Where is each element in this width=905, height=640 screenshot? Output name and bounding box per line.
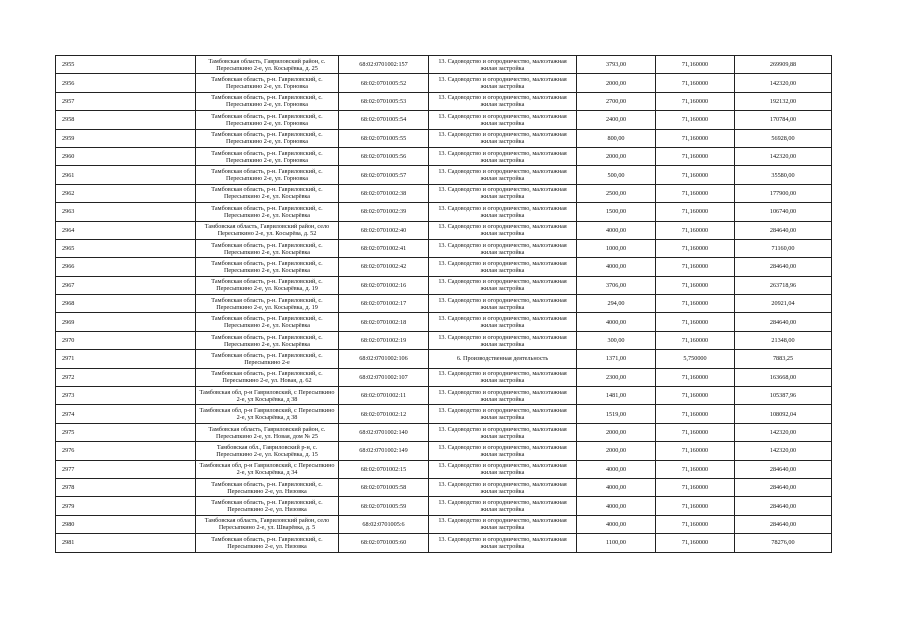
land-use-cell: 13. Садоводство и огородничество, малоэтажная жилая застройка bbox=[429, 478, 577, 496]
area-cell: 2000,00 bbox=[577, 74, 656, 92]
land-use-cell: 13. Садоводство и огородничество, малоэтажная жилая застройка bbox=[429, 129, 577, 147]
value-cell: 106740,00 bbox=[735, 203, 832, 221]
address-cell: Тамбовская область, р-н. Гавриловский, с. Пересыпкино 2-е, ул. Косырёвка bbox=[196, 331, 339, 349]
value-cell: 142320,00 bbox=[735, 74, 832, 92]
rate-cell: 71,160000 bbox=[656, 423, 735, 441]
address-cell: Тамбовская область, р-н. Гавриловский, с. Пересыпкино 2-е, ул. Низовка bbox=[196, 478, 339, 496]
cadastral-number-cell: 68:02:0701002:17 bbox=[339, 295, 429, 313]
value-cell: 20921,04 bbox=[735, 295, 832, 313]
rate-cell: 71,160000 bbox=[656, 387, 735, 405]
land-plots-table bbox=[55, 55, 832, 553]
land-use-cell: 13. Садоводство и огородничество, малоэтажная жилая застройка bbox=[429, 74, 577, 92]
land-use-cell: 13. Садоводство и огородничество, малоэтажная жилая застройка bbox=[429, 239, 577, 257]
value-cell: 56928,00 bbox=[735, 129, 832, 147]
table-row bbox=[56, 497, 832, 515]
table-row bbox=[56, 313, 832, 331]
rate-cell: 71,160000 bbox=[656, 313, 735, 331]
area-cell: 4000,00 bbox=[577, 221, 656, 239]
address-cell: Тамбовская область, р-н. Гавриловский, с. Пересыпкино 2-е, ул. Горновка bbox=[196, 111, 339, 129]
land-use-cell: 13. Садоводство и огородничество, малоэтажная жилая застройка bbox=[429, 331, 577, 349]
rate-cell: 71,160000 bbox=[656, 147, 735, 165]
area-cell: 2400,00 bbox=[577, 111, 656, 129]
table-row bbox=[56, 111, 832, 129]
area-cell: 1481,00 bbox=[577, 387, 656, 405]
row-number: 2966 bbox=[56, 258, 196, 276]
value-cell: 35580,00 bbox=[735, 166, 832, 184]
table-row bbox=[56, 239, 832, 257]
area-cell: 1100,00 bbox=[577, 534, 656, 552]
table-row bbox=[56, 74, 832, 92]
address-cell: Тамбовская область, р-н. Гавриловский, с. Пересыпкино 2-е, ул. Низовка bbox=[196, 497, 339, 515]
value-cell: 284640,00 bbox=[735, 478, 832, 496]
row-number: 2977 bbox=[56, 460, 196, 478]
rate-cell: 71,160000 bbox=[656, 442, 735, 460]
table-row bbox=[56, 276, 832, 294]
cadastral-number-cell: 68:02:0701005:6 bbox=[339, 515, 429, 533]
row-number: 2967 bbox=[56, 276, 196, 294]
cadastral-number-cell: 68:02:0701002:40 bbox=[339, 221, 429, 239]
address-cell: Тамбовская область, р-н. Гавриловский, с. Пересыпкино 2-е, ул. Новая, д. 62 bbox=[196, 368, 339, 386]
rate-cell: 71,160000 bbox=[656, 534, 735, 552]
area-cell: 2700,00 bbox=[577, 92, 656, 110]
cadastral-number-cell: 68:02:0701005:57 bbox=[339, 166, 429, 184]
land-use-cell: 13. Садоводство и огородничество, малоэтажная жилая застройка bbox=[429, 387, 577, 405]
rate-cell: 71,160000 bbox=[656, 405, 735, 423]
cadastral-number-cell: 68:02:0701002:39 bbox=[339, 203, 429, 221]
address-cell: Тамбовская обл., Гавриловский р-н, с. Пересыпкино 2-е, ул. Косырёвка, д. 15 bbox=[196, 442, 339, 460]
land-use-cell: 13. Садоводство и огородничество, малоэтажная жилая застройка bbox=[429, 92, 577, 110]
table-row bbox=[56, 387, 832, 405]
land-use-cell: 13. Садоводство и огородничество, малоэтажная жилая застройка bbox=[429, 313, 577, 331]
cadastral-number-cell: 68:02:0701005:55 bbox=[339, 129, 429, 147]
land-use-cell: 13. Садоводство и огородничество, малоэтажная жилая застройка bbox=[429, 423, 577, 441]
table-row bbox=[56, 258, 832, 276]
cadastral-number-cell: 68:02:0701002:149 bbox=[339, 442, 429, 460]
value-cell: 71160,00 bbox=[735, 239, 832, 257]
cadastral-number-cell: 68:02:0701002:106 bbox=[339, 350, 429, 368]
address-cell: Тамбовская область, р-н. Гавриловский, с. Пересыпкино 2-е, ул. Косырёвка bbox=[196, 258, 339, 276]
address-cell: Тамбовская область, р-н. Гавриловский, с. Пересыпкино 2-е, ул. Косырёвка bbox=[196, 184, 339, 202]
address-cell: Тамбовская обл, р-н Гавриловский, с Пересыпкино 2-е, ул Косырёвка, д 38 bbox=[196, 387, 339, 405]
address-cell: Тамбовская область, р-н. Гавриловский, с. Пересыпкино 2-е, ул. Горновка bbox=[196, 92, 339, 110]
row-number: 2981 bbox=[56, 534, 196, 552]
cadastral-number-cell: 68:02:0701002:12 bbox=[339, 405, 429, 423]
cadastral-number-cell: 68:02:0701005:56 bbox=[339, 147, 429, 165]
rate-cell: 71,160000 bbox=[656, 295, 735, 313]
cadastral-number-cell: 68:02:0701005:60 bbox=[339, 534, 429, 552]
land-use-cell: 13. Садоводство и огородничество, малоэтажная жилая застройка bbox=[429, 276, 577, 294]
address-cell: Тамбовская область, р-н. Гавриловский, с. Пересыпкино 2-е, ул. Косырёвка bbox=[196, 239, 339, 257]
area-cell: 4000,00 bbox=[577, 478, 656, 496]
land-use-cell: 13. Садоводство и огородничество, малоэтажная жилая застройка bbox=[429, 221, 577, 239]
table-row bbox=[56, 56, 832, 74]
table-row bbox=[56, 534, 832, 552]
table-row bbox=[56, 331, 832, 349]
rate-cell: 71,160000 bbox=[656, 184, 735, 202]
land-use-cell: 13. Садоводство и огородничество, малоэтажная жилая застройка bbox=[429, 166, 577, 184]
table-row bbox=[56, 166, 832, 184]
rate-cell: 71,160000 bbox=[656, 111, 735, 129]
row-number: 2978 bbox=[56, 478, 196, 496]
area-cell: 4000,00 bbox=[577, 497, 656, 515]
row-number: 2969 bbox=[56, 313, 196, 331]
land-use-cell: 13. Садоводство и огородничество, малоэтажная жилая застройка bbox=[429, 147, 577, 165]
value-cell: 263718,96 bbox=[735, 276, 832, 294]
land-use-cell: 13. Садоводство и огородничество, малоэтажная жилая застройка bbox=[429, 442, 577, 460]
row-number: 2962 bbox=[56, 184, 196, 202]
land-use-cell: 13. Садоводство и огородничество, малоэтажная жилая застройка bbox=[429, 534, 577, 552]
table-row bbox=[56, 129, 832, 147]
land-use-cell: 6. Производственная деятельность bbox=[429, 350, 577, 368]
cadastral-number-cell: 68:02:0701005:58 bbox=[339, 478, 429, 496]
row-number: 2961 bbox=[56, 166, 196, 184]
table-row bbox=[56, 221, 832, 239]
address-cell: Тамбовская обл, р-н Гавриловский, с Пересыпкино 2-е, ул Косырёвка, д 38 bbox=[196, 405, 339, 423]
rate-cell: 71,160000 bbox=[656, 129, 735, 147]
value-cell: 284640,00 bbox=[735, 497, 832, 515]
cadastral-number-cell: 68:02:0701002:16 bbox=[339, 276, 429, 294]
rate-cell: 71,160000 bbox=[656, 74, 735, 92]
row-number: 2980 bbox=[56, 515, 196, 533]
table-row bbox=[56, 442, 832, 460]
row-number: 2955 bbox=[56, 56, 196, 74]
area-cell: 1500,00 bbox=[577, 203, 656, 221]
rate-cell: 71,160000 bbox=[656, 166, 735, 184]
area-cell: 4000,00 bbox=[577, 258, 656, 276]
area-cell: 2000,00 bbox=[577, 423, 656, 441]
cadastral-number-cell: 68:02:0701002:140 bbox=[339, 423, 429, 441]
cadastral-number-cell: 68:02:0701002:38 bbox=[339, 184, 429, 202]
cadastral-number-cell: 68:02:0701002:15 bbox=[339, 460, 429, 478]
cadastral-number-cell: 68:02:0701005:52 bbox=[339, 74, 429, 92]
row-number: 2968 bbox=[56, 295, 196, 313]
cadastral-number-cell: 68:02:0701002:41 bbox=[339, 239, 429, 257]
row-number: 2972 bbox=[56, 368, 196, 386]
row-number: 2975 bbox=[56, 423, 196, 441]
cadastral-number-cell: 68:02:0701005:53 bbox=[339, 92, 429, 110]
land-use-cell: 13. Садоводство и огородничество, малоэтажная жилая застройка bbox=[429, 497, 577, 515]
table-body bbox=[56, 56, 832, 553]
address-cell: Тамбовская область, р-н. Гавриловский, с. Пересыпкино 2-е, ул. Косырёвка bbox=[196, 313, 339, 331]
cadastral-number-cell: 68:02:0701002:18 bbox=[339, 313, 429, 331]
table-row bbox=[56, 350, 832, 368]
value-cell: 105387,96 bbox=[735, 387, 832, 405]
rate-cell: 71,160000 bbox=[656, 258, 735, 276]
address-cell: Тамбовская область, р-н. Гавриловский, с. Пересыпкино 2-е, ул. Косырёвка bbox=[196, 203, 339, 221]
address-cell: Тамбовская область, р-н. Гавриловский, с. Пересыпкино 2-е, ул. Низовка bbox=[196, 534, 339, 552]
cadastral-number-cell: 68:02:0701002:11 bbox=[339, 387, 429, 405]
row-number: 2964 bbox=[56, 221, 196, 239]
value-cell: 284640,00 bbox=[735, 460, 832, 478]
cadastral-number-cell: 68:02:0701005:54 bbox=[339, 111, 429, 129]
row-number: 2971 bbox=[56, 350, 196, 368]
cadastral-number-cell: 68:02:0701002:107 bbox=[339, 368, 429, 386]
address-cell: Тамбовская область, р-н. Гавриловский, с. Пересыпкино 2-е, ул. Горновка bbox=[196, 166, 339, 184]
value-cell: 142320,00 bbox=[735, 423, 832, 441]
address-cell: Тамбовская область, р-н. Гавриловский, с. Пересыпкино 2-е, ул. Горновка bbox=[196, 74, 339, 92]
address-cell: Тамбовская область, р-н. Гавриловский, с. Пересыпкино 2-е, ул. Горновка bbox=[196, 147, 339, 165]
rate-cell: 71,160000 bbox=[656, 239, 735, 257]
row-number: 2970 bbox=[56, 331, 196, 349]
row-number: 2957 bbox=[56, 92, 196, 110]
area-cell: 800,00 bbox=[577, 129, 656, 147]
area-cell: 4000,00 bbox=[577, 515, 656, 533]
table-row bbox=[56, 405, 832, 423]
address-cell: Тамбовская область, р-н. Гавриловский, с. Пересыпкино 2-е, ул. Косырёвка, д. 19 bbox=[196, 276, 339, 294]
value-cell: 284640,00 bbox=[735, 258, 832, 276]
area-cell: 4000,00 bbox=[577, 313, 656, 331]
land-use-cell: 13. Садоводство и огородничество, малоэтажная жилая застройка bbox=[429, 295, 577, 313]
area-cell: 500,00 bbox=[577, 166, 656, 184]
land-use-cell: 13. Садоводство и огородничество, малоэтажная жилая застройка bbox=[429, 515, 577, 533]
area-cell: 2000,00 bbox=[577, 147, 656, 165]
value-cell: 284640,00 bbox=[735, 313, 832, 331]
row-number: 2958 bbox=[56, 111, 196, 129]
area-cell: 1519,00 bbox=[577, 405, 656, 423]
row-number: 2976 bbox=[56, 442, 196, 460]
value-cell: 7883,25 bbox=[735, 350, 832, 368]
address-cell: Тамбовская область, р-н. Гавриловский, с. Пересыпкино 2-е bbox=[196, 350, 339, 368]
address-cell: Тамбовская область, Гавриловский район, с. Пересыпкино 2-е, ул. Новая, дом № 25 bbox=[196, 423, 339, 441]
value-cell: 284640,00 bbox=[735, 221, 832, 239]
land-use-cell: 13. Садоводство и огородничество, малоэтажная жилая застройка bbox=[429, 203, 577, 221]
land-use-cell: 13. Садоводство и огородничество, малоэтажная жилая застройка bbox=[429, 111, 577, 129]
area-cell: 1371,00 bbox=[577, 350, 656, 368]
cadastral-number-cell: 68:02:0701002:19 bbox=[339, 331, 429, 349]
rate-cell: 71,160000 bbox=[656, 497, 735, 515]
value-cell: 269909,88 bbox=[735, 56, 832, 74]
table-row bbox=[56, 184, 832, 202]
rate-cell: 71,160000 bbox=[656, 368, 735, 386]
address-cell: Тамбовская обл, р-н Гавриловский, с Пересыпкино 2-е, ул Косырёвка, д 34 bbox=[196, 460, 339, 478]
value-cell: 21348,00 bbox=[735, 331, 832, 349]
cadastral-number-cell: 68:02:0701005:59 bbox=[339, 497, 429, 515]
land-use-cell: 13. Садоводство и огородничество, малоэтажная жилая застройка bbox=[429, 460, 577, 478]
area-cell: 2000,00 bbox=[577, 442, 656, 460]
area-cell: 3793,00 bbox=[577, 56, 656, 74]
value-cell: 142320,00 bbox=[735, 147, 832, 165]
address-cell: Тамбовская область, р-н. Гавриловский, с. Пересыпкино 2-е, ул. Горновка bbox=[196, 129, 339, 147]
rate-cell: 71,160000 bbox=[656, 460, 735, 478]
row-number: 2956 bbox=[56, 74, 196, 92]
table-row bbox=[56, 295, 832, 313]
table-row bbox=[56, 478, 832, 496]
area-cell: 1000,00 bbox=[577, 239, 656, 257]
table-row bbox=[56, 515, 832, 533]
row-number: 2963 bbox=[56, 203, 196, 221]
rate-cell: 71,160000 bbox=[656, 203, 735, 221]
cadastral-number-cell: 68:02:0701002:157 bbox=[339, 56, 429, 74]
rate-cell: 71,160000 bbox=[656, 515, 735, 533]
rate-cell: 71,160000 bbox=[656, 92, 735, 110]
address-cell: Тамбовская область, Гавриловский район, село Пересыпкино 2-е, ул. Косырёва, д. 52 bbox=[196, 221, 339, 239]
area-cell: 2300,00 bbox=[577, 368, 656, 386]
value-cell: 192132,00 bbox=[735, 92, 832, 110]
land-use-cell: 13. Садоводство и огородничество, малоэтажная жилая застройка bbox=[429, 56, 577, 74]
address-cell: Тамбовская область, р-н. Гавриловский, с. Пересыпкино 2-е, ул. Косырёвка, д. 19 bbox=[196, 295, 339, 313]
rate-cell: 71,160000 bbox=[656, 221, 735, 239]
row-number: 2973 bbox=[56, 387, 196, 405]
table-row bbox=[56, 460, 832, 478]
rate-cell: 71,160000 bbox=[656, 331, 735, 349]
value-cell: 284640,00 bbox=[735, 515, 832, 533]
rate-cell: 5,750000 bbox=[656, 350, 735, 368]
row-number: 2979 bbox=[56, 497, 196, 515]
value-cell: 170784,00 bbox=[735, 111, 832, 129]
value-cell: 108092,04 bbox=[735, 405, 832, 423]
rate-cell: 71,160000 bbox=[656, 478, 735, 496]
area-cell: 2500,00 bbox=[577, 184, 656, 202]
address-cell: Тамбовская область, Гавриловский район, с. Пересыпкино 2-е, ул. Косырёвка, д. 25 bbox=[196, 56, 339, 74]
value-cell: 163668,00 bbox=[735, 368, 832, 386]
value-cell: 142320,00 bbox=[735, 442, 832, 460]
table-row bbox=[56, 423, 832, 441]
row-number: 2960 bbox=[56, 147, 196, 165]
row-number: 2965 bbox=[56, 239, 196, 257]
area-cell: 3706,00 bbox=[577, 276, 656, 294]
table-row bbox=[56, 368, 832, 386]
land-use-cell: 13. Садоводство и огородничество, малоэтажная жилая застройка bbox=[429, 258, 577, 276]
rate-cell: 71,160000 bbox=[656, 276, 735, 294]
table-row bbox=[56, 147, 832, 165]
area-cell: 294,00 bbox=[577, 295, 656, 313]
value-cell: 177900,00 bbox=[735, 184, 832, 202]
land-use-cell: 13. Садоводство и огородничество, малоэтажная жилая застройка bbox=[429, 405, 577, 423]
table-row bbox=[56, 92, 832, 110]
land-use-cell: 13. Садоводство и огородничество, малоэтажная жилая застройка bbox=[429, 368, 577, 386]
value-cell: 78276,00 bbox=[735, 534, 832, 552]
area-cell: 300,00 bbox=[577, 331, 656, 349]
row-number: 2974 bbox=[56, 405, 196, 423]
row-number: 2959 bbox=[56, 129, 196, 147]
address-cell: Тамбовская область, Гавриловский район, село Пересыпкино 2-е, ул. Шварёвка, д. 5 bbox=[196, 515, 339, 533]
rate-cell: 71,160000 bbox=[656, 56, 735, 74]
cadastral-number-cell: 68:02:0701002:42 bbox=[339, 258, 429, 276]
table-row bbox=[56, 203, 832, 221]
area-cell: 4000,00 bbox=[577, 460, 656, 478]
land-use-cell: 13. Садоводство и огородничество, малоэтажная жилая застройка bbox=[429, 184, 577, 202]
